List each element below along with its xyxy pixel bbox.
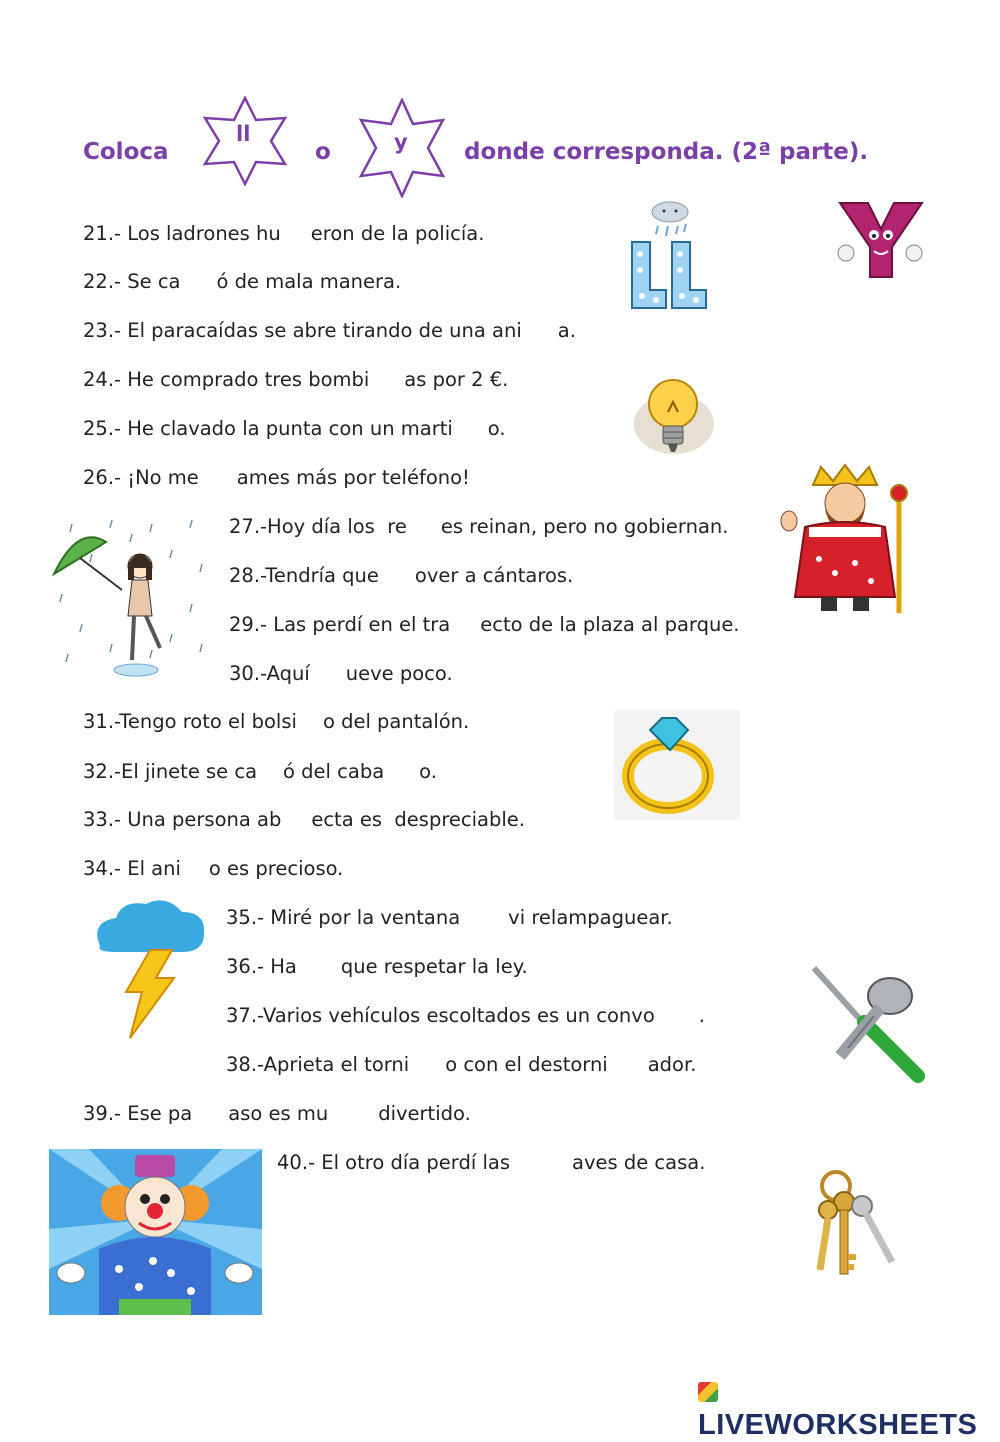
sentence-34: 34.- El ani o es precioso.	[83, 857, 344, 880]
title-tail: donde corresponda. (2ª parte).	[464, 139, 869, 165]
sentence-24: 24.- He comprado tres bombi as por 2 €.	[83, 368, 509, 391]
sentence-22: 22.- Se ca ó de mala manera.	[83, 270, 402, 293]
sentence-35: 35.- Miré por la ventana vi relampaguear.	[226, 906, 673, 929]
option-y-label: y	[394, 130, 408, 154]
sentence-28: 28.-Tendría que over a cántaros.	[229, 564, 574, 587]
ring-icon	[614, 710, 740, 820]
sentence-37: 37.-Varios vehículos escoltados es un convo .	[226, 1004, 705, 1027]
sentence-38: 38.-Aprieta el torni o con el destorni ador.	[226, 1053, 697, 1076]
title-o: o	[315, 139, 331, 165]
clown-icon	[49, 1149, 262, 1315]
sentence-33: 33.- Una persona ab ecta es despreciable.	[83, 808, 525, 831]
rain-girl-icon	[52, 514, 216, 680]
liveworksheets-logo: LIVEWORKSHEETS	[698, 1376, 1000, 1442]
sentence-31: 31.-Tengo roto el bolsi o del pantalón.	[83, 710, 470, 733]
sentence-39: 39.- Ese pa aso es mu divertido.	[83, 1102, 471, 1125]
sentence-40: 40.- El otro día perdí las aves de casa.	[277, 1151, 706, 1174]
tools-icon	[804, 960, 928, 1086]
sentence-27: 27.-Hoy día los re es reinan, pero no gobiernan.	[229, 515, 729, 538]
sentence-30: 30.-Aquí ueve poco.	[229, 662, 453, 685]
lightning-cloud-icon	[90, 900, 210, 1042]
title-coloca: Coloca	[83, 139, 169, 165]
sentence-25: 25.- He clavado la punta con un marti o.	[83, 417, 506, 440]
ll-letters-icon	[628, 198, 712, 312]
sentence-29: 29.- Las perdí en el tra ecto de la plaza al parque.	[229, 613, 740, 636]
logo-mark-icon	[698, 1382, 718, 1402]
keys-icon	[806, 1166, 902, 1282]
sentence-36: 36.- Ha que respetar la ley.	[226, 955, 528, 978]
sentence-23: 23.- El paracaídas se abre tirando de una ani a.	[83, 319, 576, 342]
sentence-32: 32.-El jinete se ca ó del caba o.	[83, 760, 437, 783]
sentence-26: 26.- ¡No me ames más por teléfono!	[83, 466, 470, 489]
light-bulb-icon	[630, 372, 716, 464]
option-ll-label: ll	[236, 122, 251, 146]
sentence-21: 21.- Los ladrones hu eron de la policía.	[83, 222, 485, 245]
king-icon	[775, 463, 915, 618]
y-character-icon	[822, 195, 940, 295]
